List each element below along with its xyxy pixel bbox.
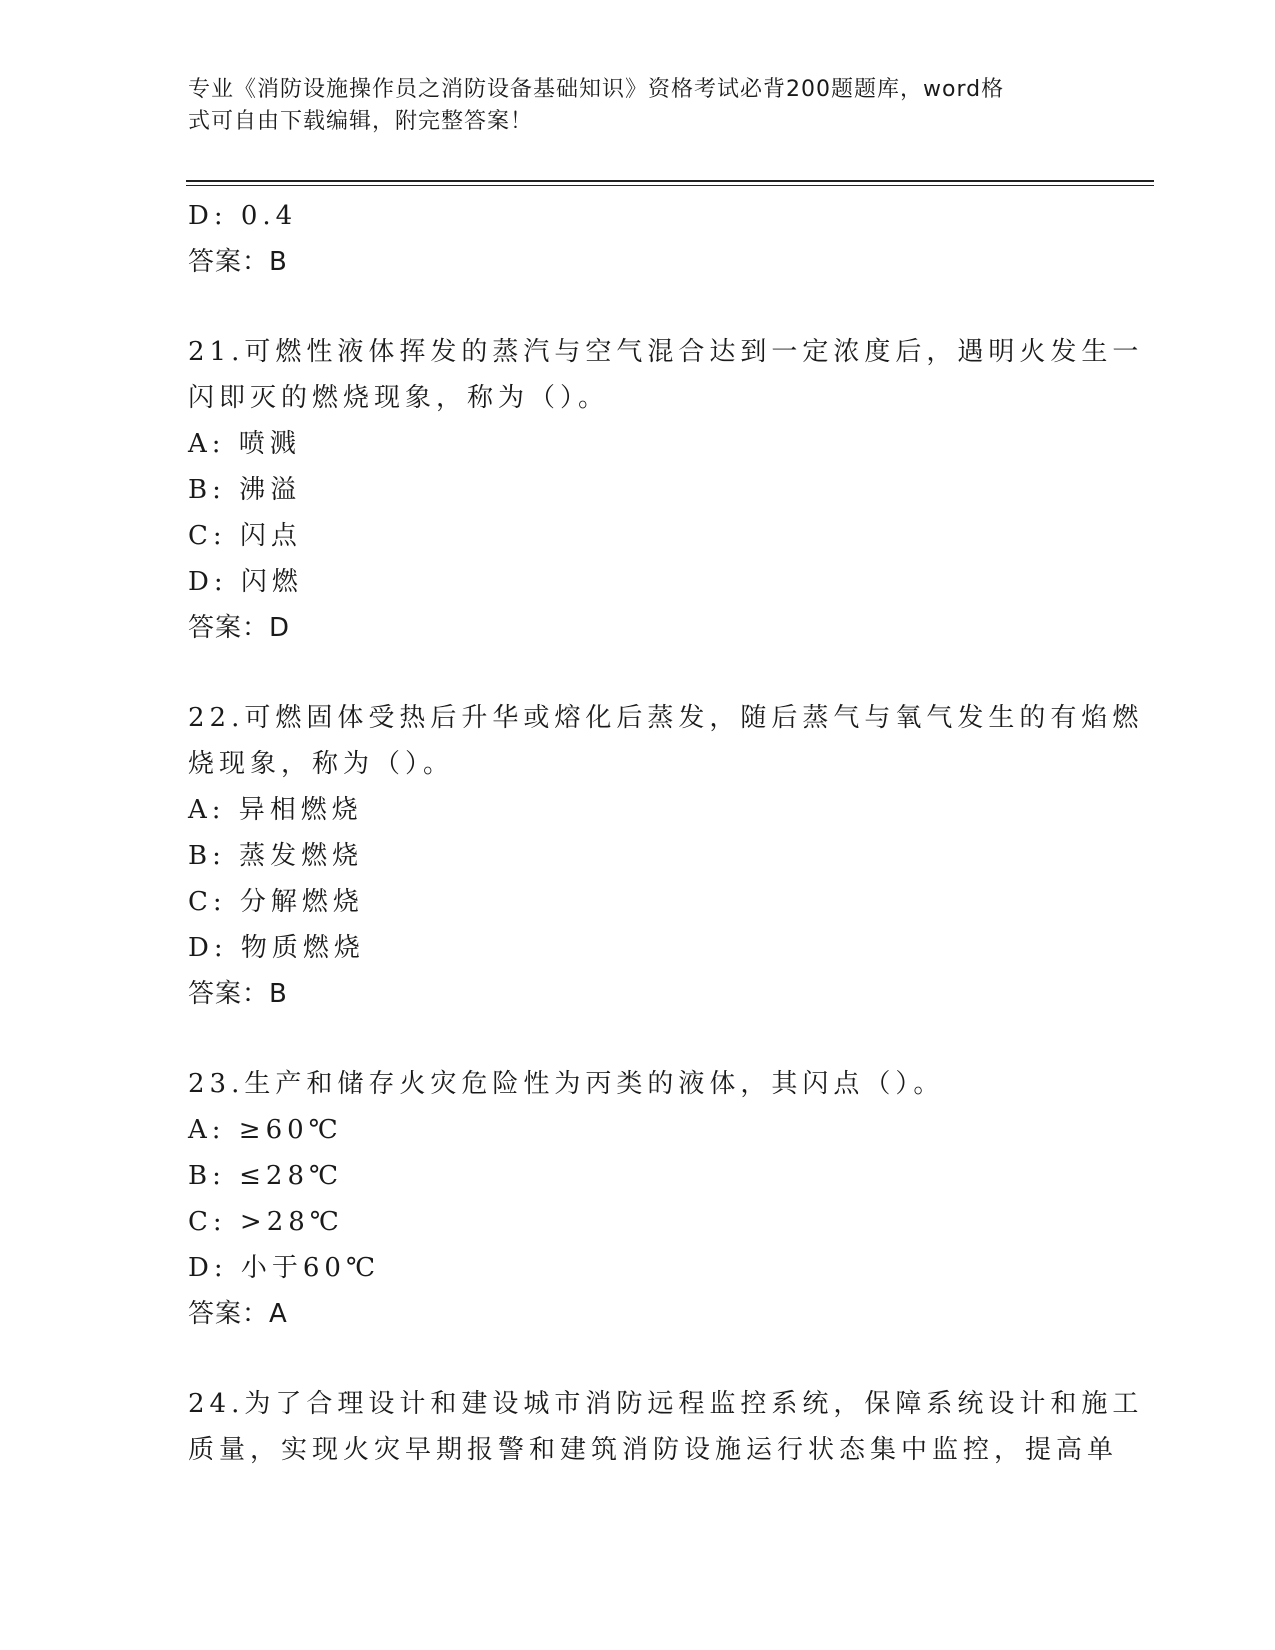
option-a: A: 异相燃烧: [188, 795, 363, 825]
option-d: D: 闪燃: [188, 567, 303, 597]
option-c: C: 分解燃烧: [188, 887, 364, 917]
question-stem-line: 23.生产和储存火灾危险性为丙类的液体，其闪点（）。: [188, 1069, 945, 1099]
option-a: A: 喷溅: [188, 429, 301, 459]
prev-option-d: D: 0.4: [188, 201, 298, 231]
question-stem-line: 24.为了合理设计和建设城市消防远程监控系统，保障系统设计和施工: [188, 1389, 1144, 1419]
answer: 答案：D: [188, 613, 291, 643]
question-stem-line: 质量，实现火灾早期报警和建筑消防设施运行状态集中监控，提高单: [188, 1435, 1119, 1465]
option-a: A: ≥60℃: [188, 1115, 343, 1145]
question-23: [188, 1061, 1088, 1337]
document-header: [188, 74, 1068, 138]
question-list: [188, 193, 1144, 1473]
option-b: B: ≤28℃: [188, 1161, 344, 1191]
option-b: B: 沸溢: [188, 475, 302, 505]
option-d: D: 物质燃烧: [188, 933, 365, 963]
header-line-1: 专业《消防设施操作员之消防设备基础知识》资格考试必背200题题库，word格: [188, 77, 1005, 102]
question-stem-line: 烧现象，称为（）。: [188, 749, 455, 779]
option-b: B: 蒸发燃烧: [188, 841, 364, 871]
question-stem-line: 22.可燃固体受热后升华或熔化后蒸发，随后蒸气与氧气发生的有焰燃: [188, 703, 1144, 733]
question-stem-line: 闪即灭的燃烧现象，称为（）。: [188, 383, 610, 413]
option-d: D: 小于60℃: [188, 1253, 381, 1283]
question-21: [188, 329, 1144, 651]
header-line-2: 式可自由下载编辑，附完整答案！: [188, 109, 534, 134]
prev-answer: 答案：B: [188, 247, 288, 277]
question-22: [188, 695, 1144, 1017]
question-24: [188, 1381, 1144, 1473]
question-stem-line: 21.可燃性液体挥发的蒸汽与空气混合达到一定浓度后，遇明火发生一: [188, 337, 1144, 367]
header-rule-thin: [186, 185, 1154, 186]
answer: 答案：A: [188, 1299, 288, 1329]
answer: 答案：B: [188, 979, 288, 1009]
option-c: C: >28℃: [188, 1207, 344, 1237]
header-rule-thick: [186, 180, 1154, 182]
option-c: C: 闪点: [188, 521, 302, 551]
